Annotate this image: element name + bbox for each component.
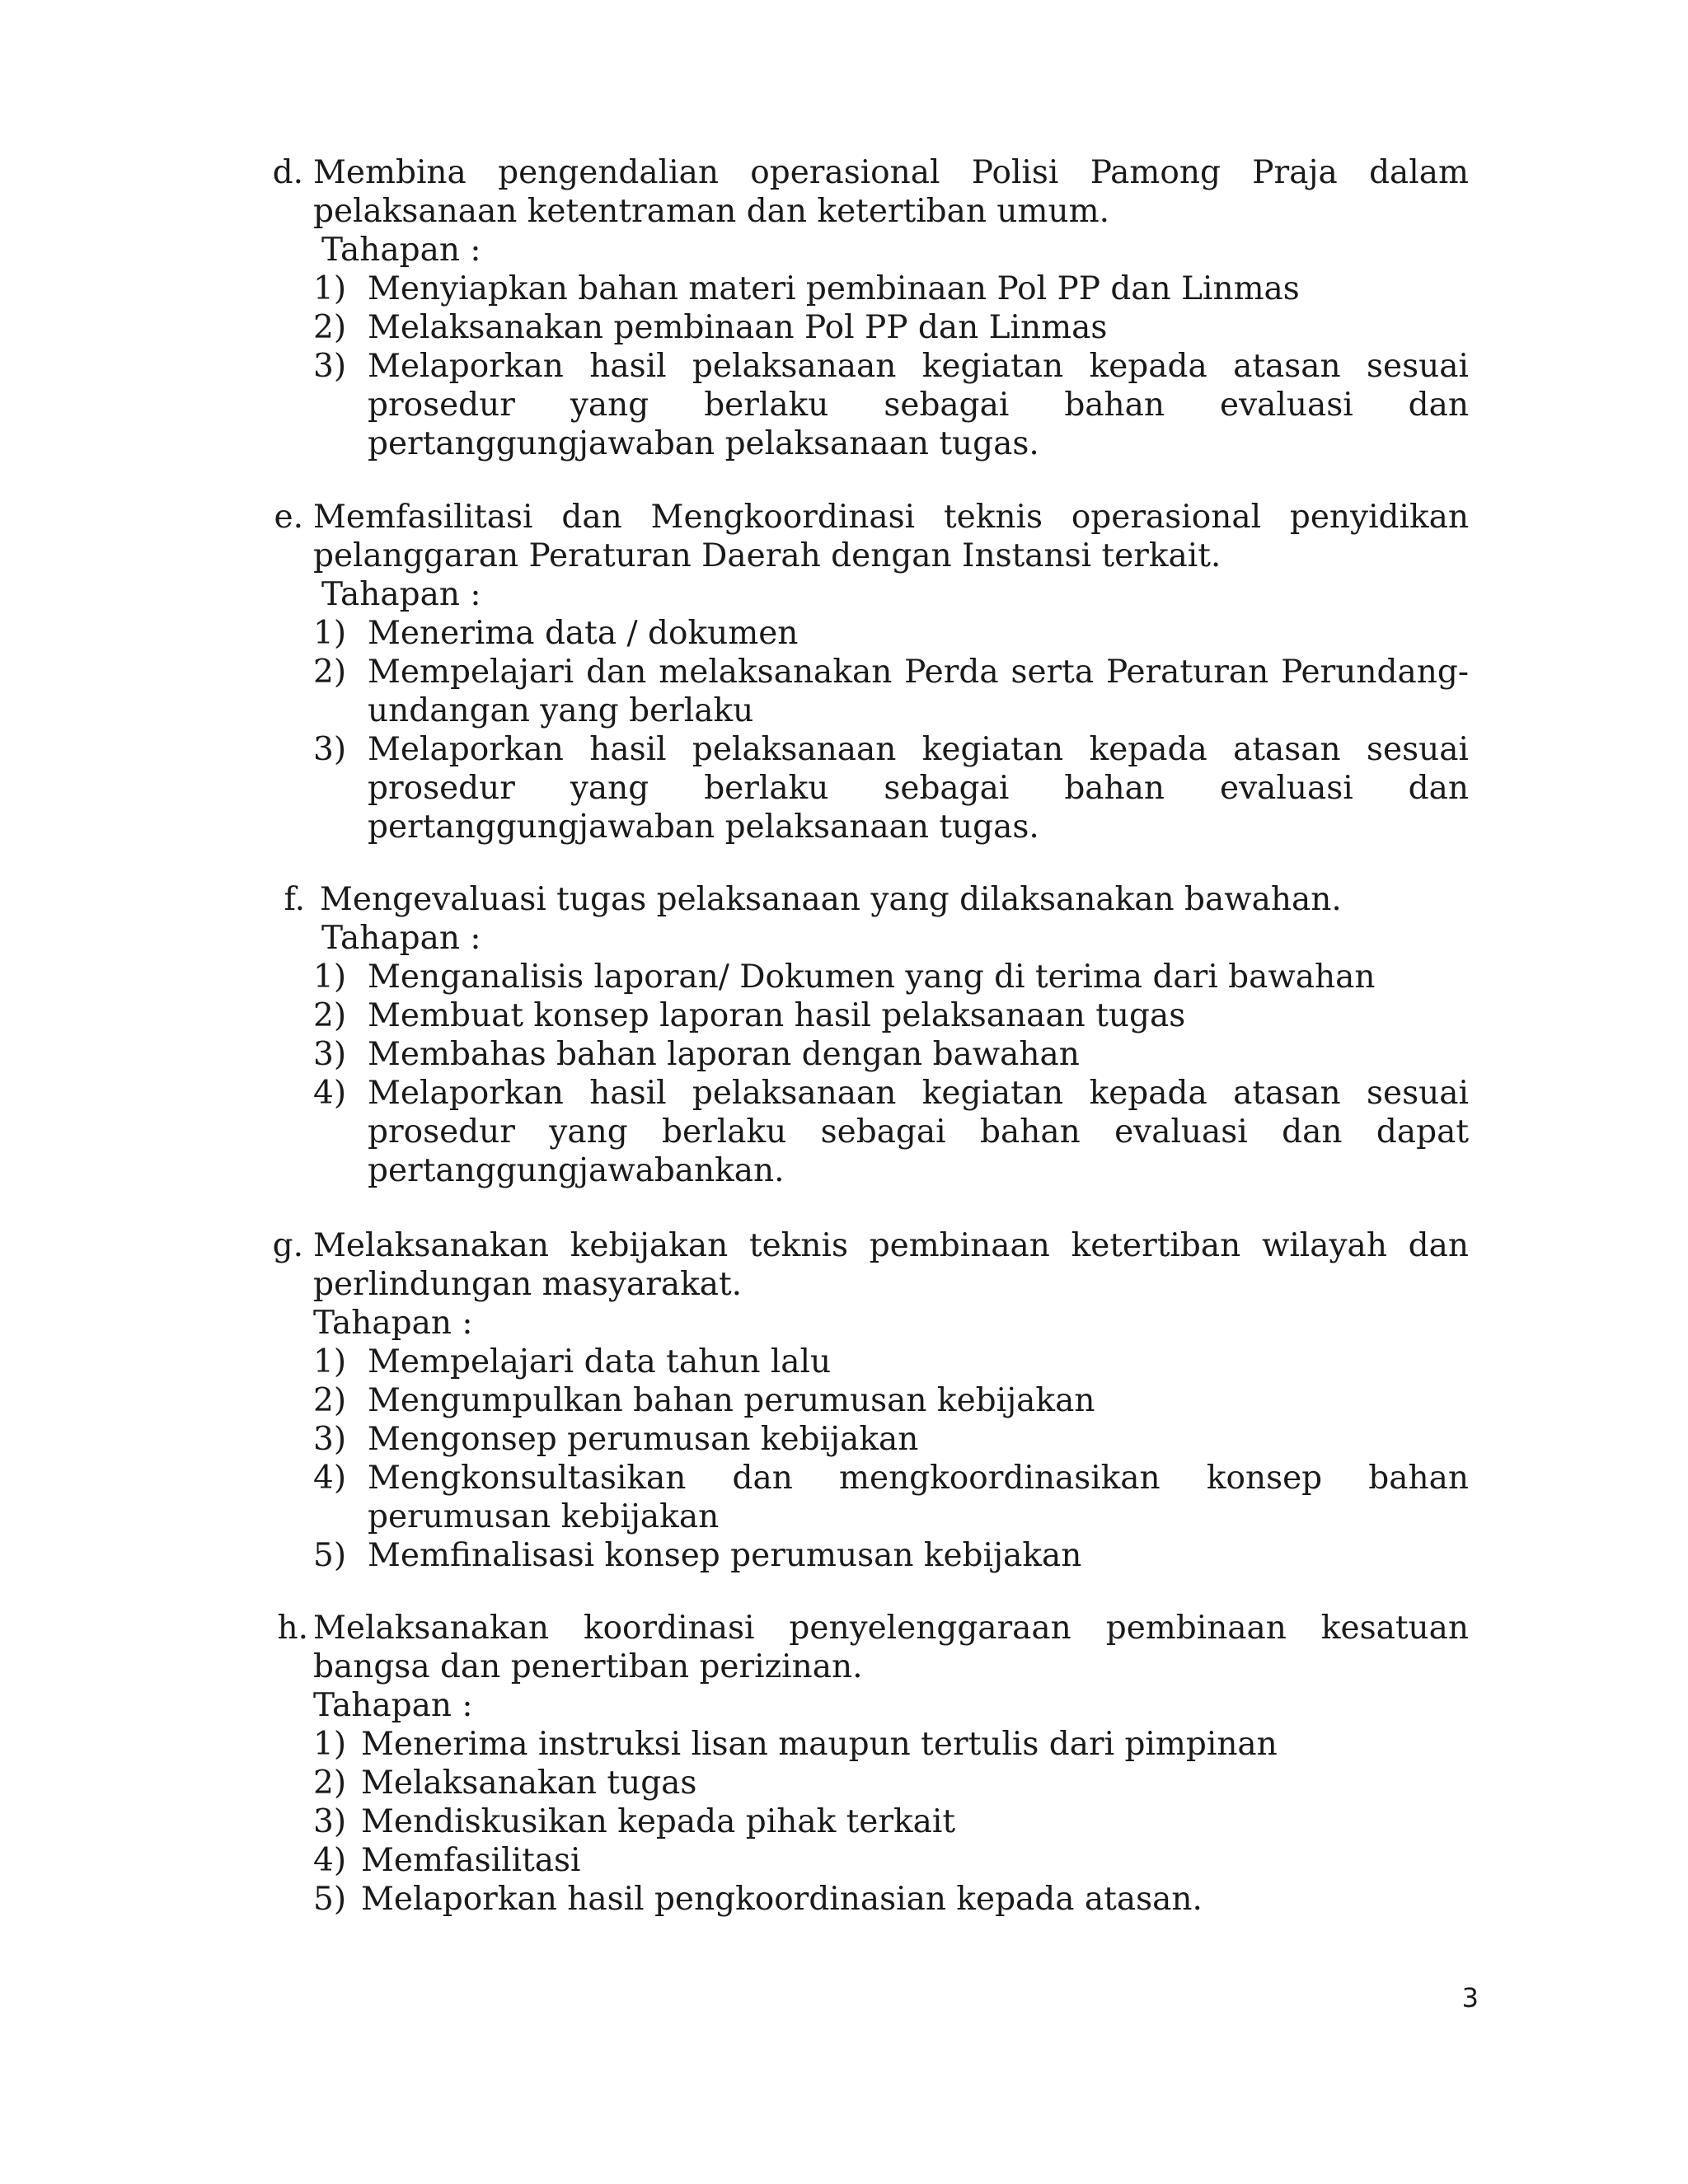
step-text: Melaksanakan tugas <box>361 1765 697 1802</box>
list-item <box>313 1035 1469 1074</box>
step-number: 4) <box>313 1842 347 1879</box>
section-heading <box>262 1609 1469 1686</box>
step-number: 4) <box>313 1460 347 1497</box>
step-text: Memfinalisasi konsep perumusan kebijakan <box>368 1537 1082 1574</box>
step-text: Mengonsep perumusan kebijakan <box>368 1421 919 1458</box>
section-heading <box>262 498 1469 575</box>
section-f <box>262 880 1469 1190</box>
step-number: 2) <box>313 654 347 691</box>
section-letter: h. <box>277 1610 308 1647</box>
step-number: 1) <box>313 1343 347 1380</box>
step-number: 2) <box>313 309 347 346</box>
step-text: Menyiapkan bahan materi pembinaan Pol PP dan Linmas <box>368 270 1300 307</box>
list-item <box>313 958 1469 996</box>
section-heading <box>262 1226 1469 1304</box>
step-text: Mendiskusikan kepada pihak terkait <box>361 1803 956 1840</box>
section-title-line: Memfasilitasi dan Mengkoordinasi teknis operasional penyidikan <box>313 499 1469 536</box>
list-item <box>313 1802 1469 1841</box>
list-item <box>313 1459 1469 1536</box>
list-item <box>313 1536 1469 1575</box>
steps-list <box>313 269 1469 463</box>
list-item <box>313 653 1469 730</box>
steps-list <box>313 1343 1469 1575</box>
section-title-line: bangsa dan penertiban perizinan. <box>313 1648 863 1685</box>
step-text: Mengkonsultasikan dan mengkoordinasikan konsep bahan perumusan kebijakan <box>368 1460 1469 1535</box>
section-h <box>262 1609 1469 1919</box>
step-number: 4) <box>313 1075 347 1112</box>
list-item <box>313 308 1469 347</box>
list-item <box>313 1880 1469 1919</box>
step-text: Melaporkan hasil pelaksanaan kegiatan kepada atasan sesuai prosedur yang berlaku sebagai bahan evaluasi dan pertanggungjawaban pelaksanaan tugas. <box>368 731 1469 846</box>
section-d <box>262 153 1469 463</box>
section-letter: d. <box>272 154 303 191</box>
section-title-line: Membina pengendalian operasional Polisi Pamong Praja dalam <box>313 154 1469 191</box>
section-title-line: Melaksanakan koordinasi penyelenggaraan pembinaan kesatuan <box>313 1610 1469 1647</box>
section-e <box>262 498 1469 846</box>
list-item <box>313 730 1469 846</box>
step-text: Mengumpulkan bahan perumusan kebijakan <box>368 1382 1095 1419</box>
tahapan-label: Tahapan : <box>313 1687 473 1724</box>
step-number: 3) <box>313 1036 347 1073</box>
step-text: Mempelajari dan melaksanakan Perda serta Peraturan Perundang-undangan yang berlaku <box>368 654 1469 729</box>
step-number: 1) <box>313 615 347 652</box>
section-heading <box>262 880 1469 919</box>
list-item <box>313 1343 1469 1381</box>
step-number: 2) <box>313 1382 347 1419</box>
page-number: 3 <box>1461 1982 1479 2013</box>
list-item <box>313 1725 1469 1764</box>
section-title-line: Mengevaluasi tugas pelaksanaan yang dilaksanakan bawahan. <box>320 881 1342 918</box>
step-number: 5) <box>313 1537 347 1574</box>
step-text: Melaksanakan pembinaan Pol PP dan Linmas <box>368 309 1108 346</box>
tahapan-label: Tahapan : <box>321 576 481 613</box>
section-letter: e. <box>274 499 303 536</box>
list-item <box>313 1381 1469 1420</box>
list-item <box>313 347 1469 463</box>
tahapan-label: Tahapan : <box>321 232 481 269</box>
steps-list <box>313 614 1469 846</box>
step-text: Menerima data / dokumen <box>368 615 799 652</box>
list-item <box>313 1764 1469 1802</box>
section-title-line: Melaksanakan kebijakan teknis pembinaan ketertiban wilayah dan <box>313 1227 1469 1264</box>
step-number: 2) <box>313 997 347 1034</box>
section-letter: g. <box>272 1227 303 1264</box>
step-number: 1) <box>313 270 347 307</box>
steps-list <box>313 1725 1469 1919</box>
step-number: 3) <box>313 731 347 768</box>
section-letter: f. <box>284 881 305 918</box>
step-text: Mempelajari data tahun lalu <box>368 1343 832 1380</box>
step-number: 1) <box>313 958 347 996</box>
step-number: 3) <box>313 1421 347 1458</box>
step-number: 3) <box>313 1803 347 1840</box>
step-text: Melaporkan hasil pelaksanaan kegiatan kepada atasan sesuai prosedur yang berlaku sebagai bahan evaluasi dan dapat pertanggungjawabankan. <box>368 1075 1469 1189</box>
step-text: Menerima instruksi lisan maupun tertulis dari pimpinan <box>361 1726 1278 1763</box>
step-text: Membahas bahan laporan dengan bawahan <box>368 1036 1080 1073</box>
tahapan-label: Tahapan : <box>313 1305 473 1342</box>
section-title-line: perlindungan masyarakat. <box>313 1266 743 1303</box>
step-number: 5) <box>313 1881 347 1918</box>
list-item <box>313 1841 1469 1880</box>
step-number: 1) <box>313 1726 347 1763</box>
section-heading <box>262 153 1469 231</box>
step-text: Memfasilitasi <box>361 1842 581 1879</box>
step-text: Melaporkan hasil pelaksanaan kegiatan kepada atasan sesuai prosedur yang berlaku sebagai bahan evaluasi dan pertanggungjawaban pelaksanaan tugas. <box>368 348 1469 462</box>
list-item <box>313 996 1469 1035</box>
section-title-line: pelanggaran Peraturan Daerah dengan Instansi terkait. <box>313 537 1221 574</box>
step-number: 2) <box>313 1765 347 1802</box>
step-text: Melaporkan hasil pengkoordinasian kepada atasan. <box>361 1881 1203 1918</box>
steps-list <box>313 958 1469 1190</box>
list-item <box>313 1074 1469 1190</box>
step-text: Menganalisis laporan/ Dokumen yang di terima dari bawahan <box>368 958 1376 996</box>
list-item <box>313 269 1469 308</box>
tahapan-label: Tahapan : <box>321 920 481 957</box>
section-title-line: pelaksanaan ketentraman dan ketertiban umum. <box>313 193 1110 230</box>
list-item <box>313 1420 1469 1459</box>
section-g <box>262 1226 1469 1575</box>
step-number: 3) <box>313 348 347 385</box>
step-text: Membuat konsep laporan hasil pelaksanaan tugas <box>368 997 1186 1034</box>
list-item <box>313 614 1469 653</box>
